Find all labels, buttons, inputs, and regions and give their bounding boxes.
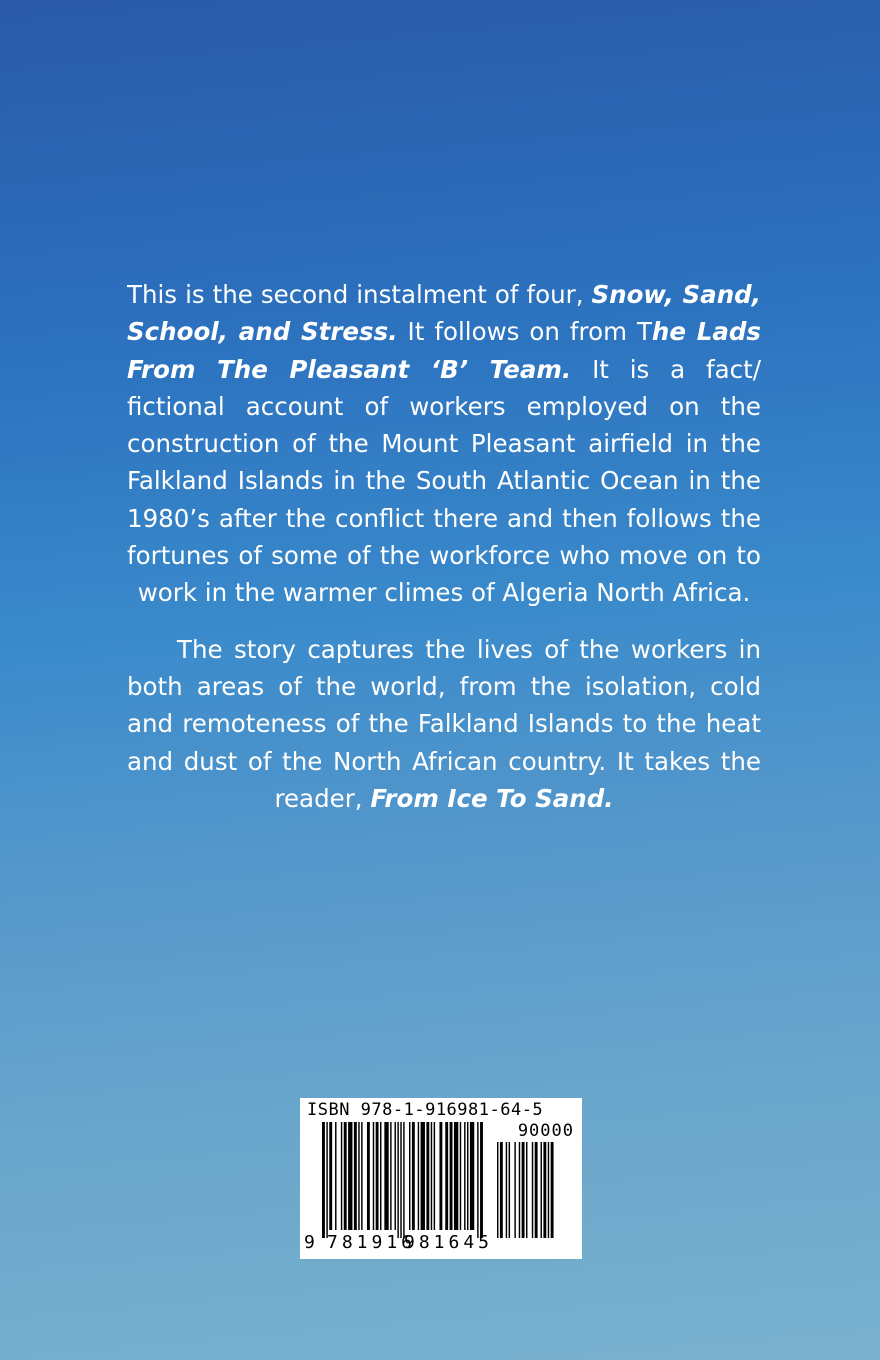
barcode-bar	[395, 1122, 396, 1230]
barcode-addon-bar	[551, 1142, 554, 1238]
blurb-p2-text-1: The story captures the lives of the workers in both areas of the world, from the isolation, cold and remoteness of the Falkland Islands to the heat and dust of the North African country. It takes the reader,	[127, 634, 761, 813]
barcode-addon-bar	[514, 1142, 515, 1238]
barcode-bar	[335, 1122, 336, 1230]
barcode-bar	[329, 1122, 332, 1230]
barcode-bar	[354, 1122, 357, 1230]
barcode-bar	[390, 1122, 391, 1230]
barcode-bar	[397, 1122, 398, 1238]
barcode-bar	[450, 1122, 453, 1230]
barcode-bar	[376, 1122, 379, 1230]
barcode-bar	[403, 1122, 404, 1238]
book-title-snow-sand-school-stress: Snow, Sand, School, and Stress.	[127, 280, 761, 347]
barcode-bar	[380, 1122, 381, 1230]
barcode-addon-bar	[522, 1142, 525, 1238]
barcode-bar	[367, 1122, 370, 1230]
barcode-addon-bar	[532, 1142, 533, 1238]
barcode-addon-bar	[543, 1142, 546, 1238]
book-title-lads-pleasant-b-team: he Lads From The Pleasant ‘B’ Team.	[127, 317, 761, 384]
barcode-bar	[409, 1122, 410, 1230]
barcode-addon-bar	[509, 1142, 510, 1238]
barcode-bar	[348, 1122, 352, 1230]
price-code: 90000	[517, 1121, 574, 1141]
barcode-bar	[344, 1122, 347, 1230]
barcode-bar	[400, 1122, 401, 1238]
barcode-digit-group-2: 981645	[404, 1232, 494, 1253]
barcode-bar	[467, 1122, 468, 1230]
barcode-bar	[445, 1122, 448, 1230]
barcode-bar	[431, 1122, 432, 1230]
barcode-bar	[358, 1122, 359, 1230]
barcode-bar	[480, 1122, 483, 1238]
tagline-from-ice-to-sand: From Ice To Sand.	[370, 783, 614, 813]
barcode-bar	[454, 1122, 458, 1230]
barcode-bar	[426, 1122, 429, 1230]
barcode-bar	[434, 1122, 435, 1230]
barcode-addon-bar	[535, 1142, 538, 1238]
barcode-addon-bar	[506, 1142, 507, 1238]
barcode-bar	[460, 1122, 461, 1230]
back-cover-blurb	[127, 276, 761, 817]
barcode-bar	[341, 1122, 342, 1230]
blurb-p1-text-3: It is a fact/ fictional account of workers employed on the construction of the Mount Pleasant airfield in the Falkland Islands in the South Atlantic Ocean in the 1980’s after the conflict there and then follows the fortunes of some of the workforce who move on to work in the warmer climes of Algeria North Africa.	[127, 354, 761, 608]
blurb-paragraph-2	[127, 631, 761, 817]
barcode-bar	[322, 1122, 325, 1238]
isbn-barcode	[300, 1098, 582, 1259]
barcode-bar	[464, 1122, 465, 1230]
blurb-p1-text-2: It follows on from T	[397, 317, 652, 347]
barcode-bar	[418, 1122, 419, 1230]
barcode-bar	[326, 1122, 327, 1238]
barcode-bar	[470, 1122, 474, 1230]
barcode-bar	[477, 1122, 478, 1238]
barcode-bar	[384, 1122, 388, 1230]
blurb-paragraph-1	[127, 276, 761, 612]
blurb-p1-text-1: This is the second instalment of four,	[127, 280, 592, 309]
barcode-lead-digit: 9	[304, 1232, 315, 1253]
barcode-addon-bar	[526, 1142, 527, 1238]
isbn-number: ISBN 978-1-916981-64-5	[307, 1100, 544, 1120]
barcode-addon-bar	[548, 1142, 549, 1238]
barcode-bar	[373, 1122, 374, 1230]
barcode-digit-group-1: 781916	[327, 1232, 417, 1253]
barcode-bar	[412, 1122, 415, 1230]
barcode-bar	[439, 1122, 442, 1230]
barcode-addon-bar	[497, 1142, 498, 1238]
barcode-addon-bar	[541, 1142, 542, 1238]
barcode-addon-bar	[500, 1142, 503, 1238]
barcode-addon-bar	[519, 1142, 520, 1238]
barcode-bar	[421, 1122, 425, 1230]
barcode-bar	[361, 1122, 362, 1230]
